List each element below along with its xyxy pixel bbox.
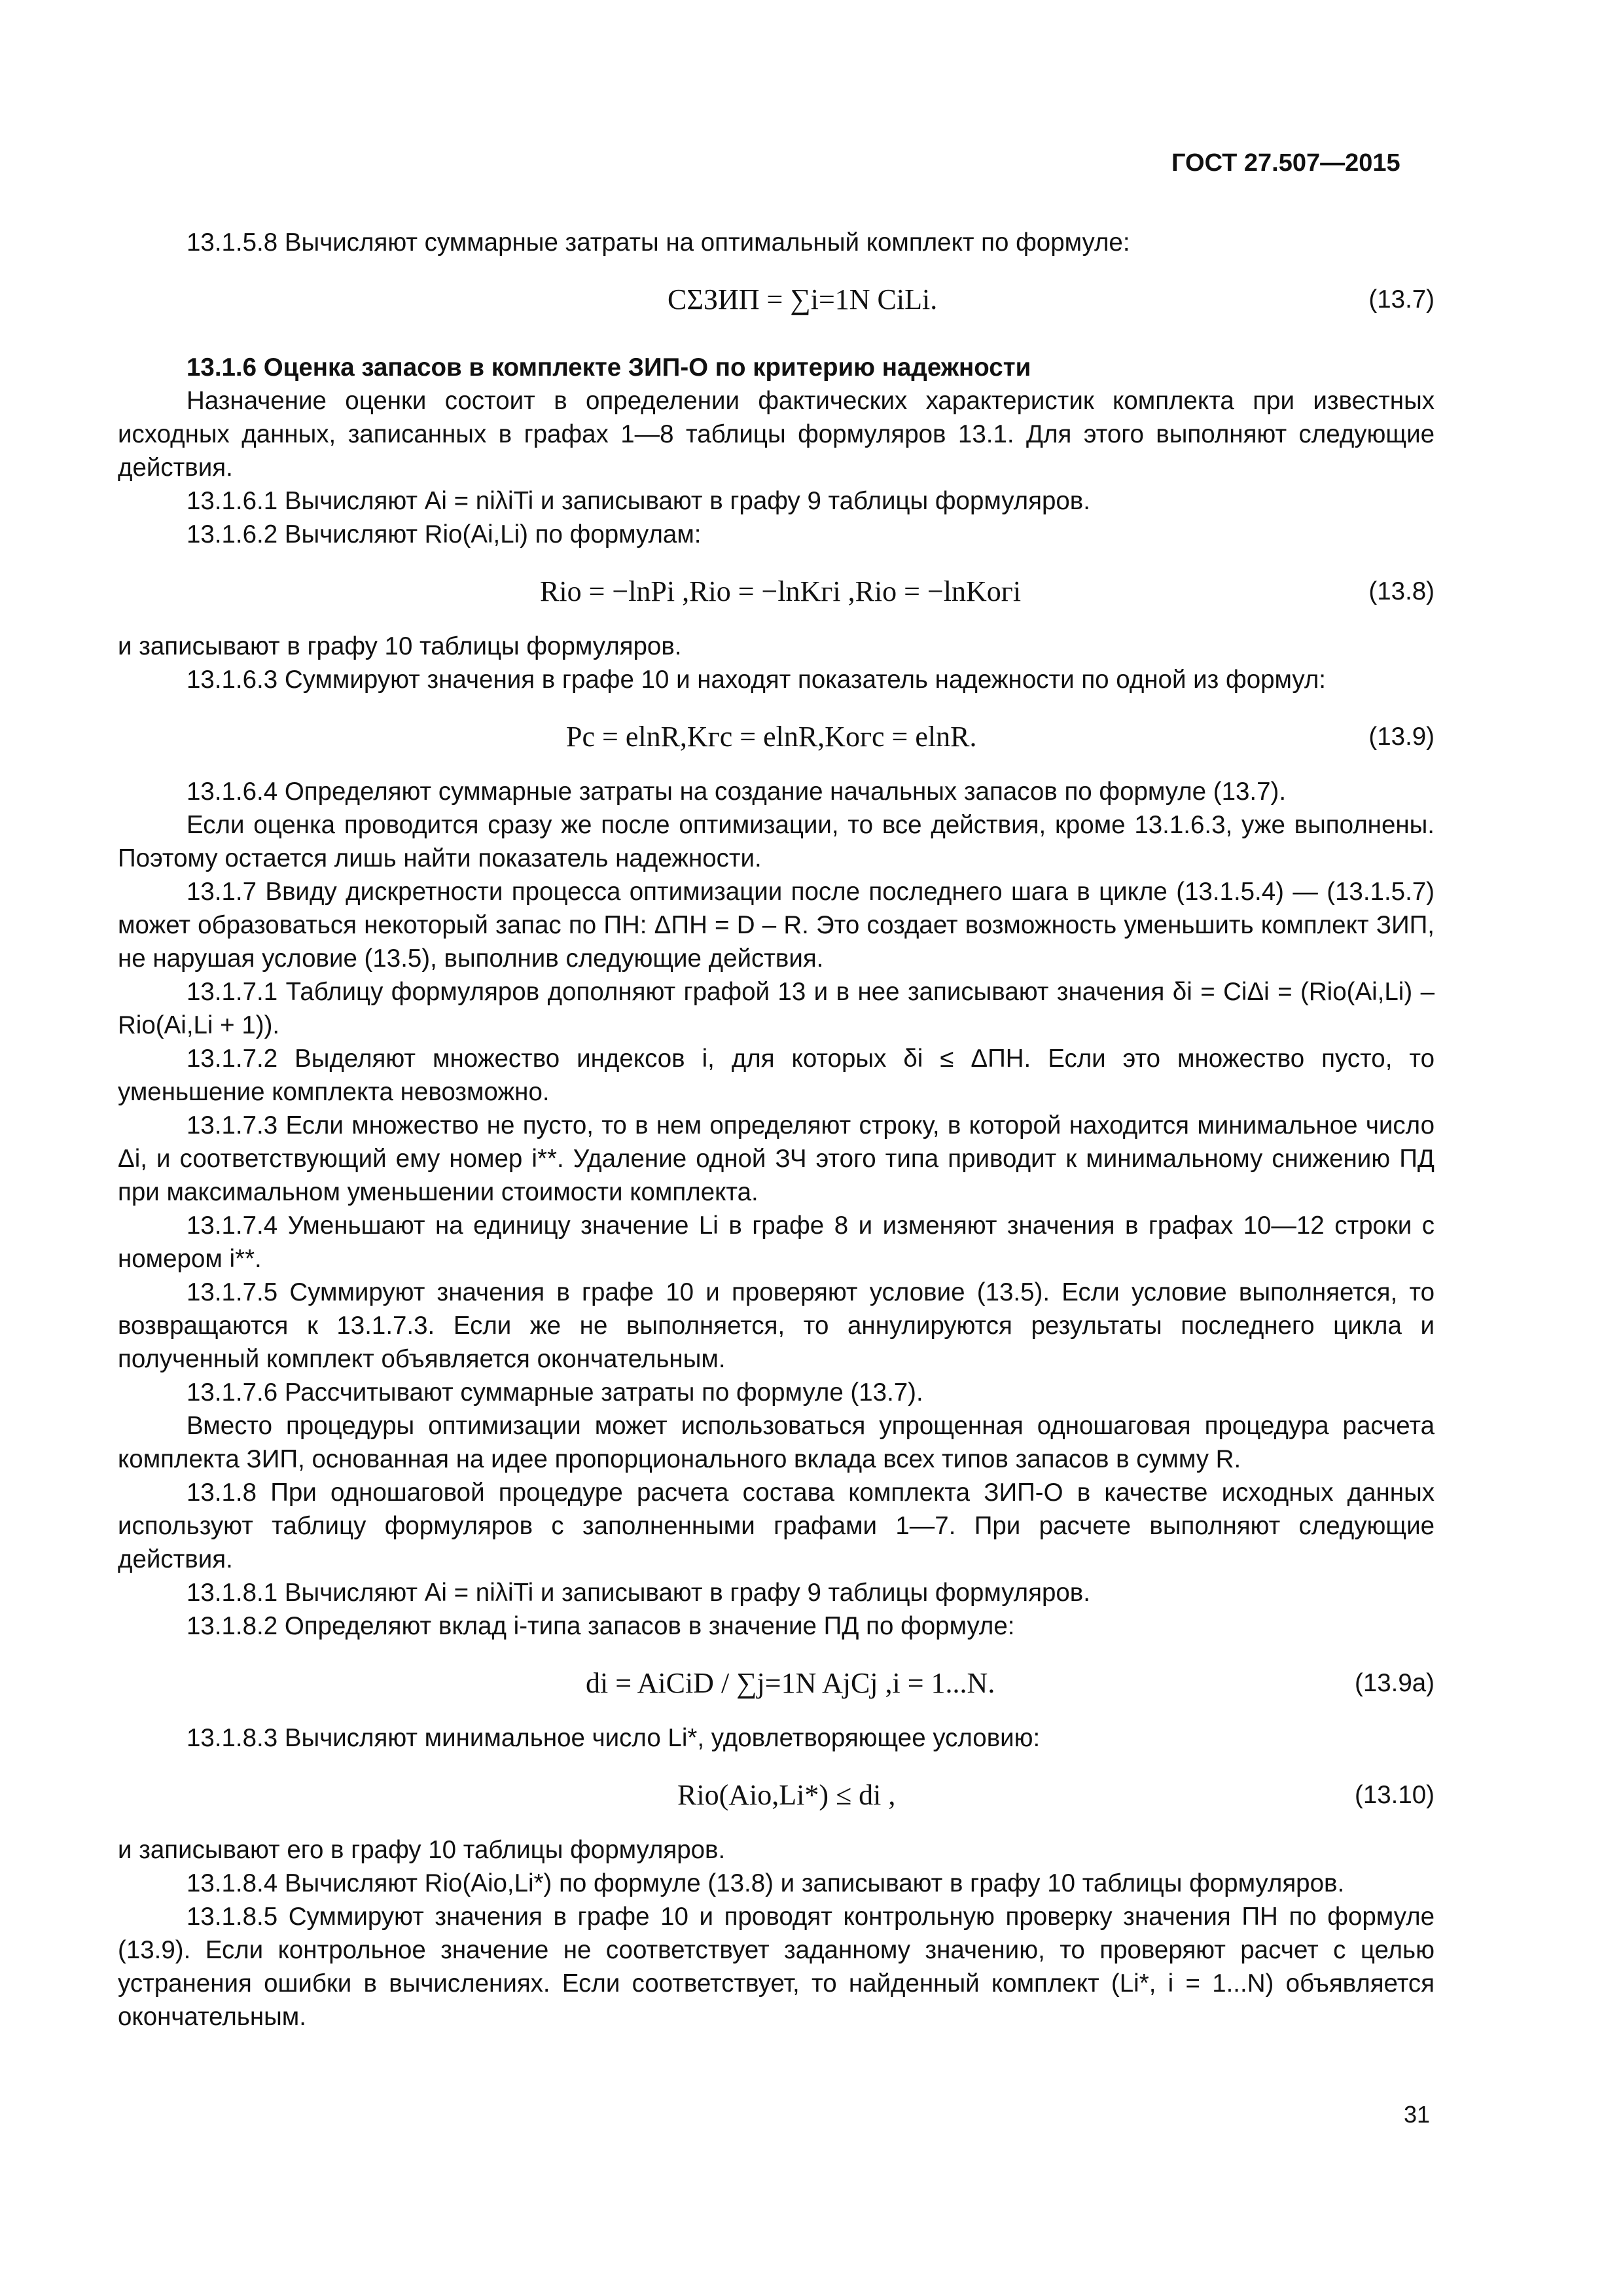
- paragraph-13-1-8-1: 13.1.8.1 Вычисляют Ai = niλiTi и записывают в графу 9 таблицы формуляров.: [187, 1579, 1090, 1607]
- paragraph-13-1-7-2: 13.1.7.2 Выделяют множество индексов i, для которых δi ≤ ΔПН. Если это множество пусто, то уменьшение комплекта невозможно.: [118, 1045, 1435, 1106]
- formula-number: (13.8): [1368, 577, 1435, 605]
- paragraph-13-1-7-6: 13.1.7.6 Рассчитывают суммарные затраты по формуле (13.7).: [187, 1378, 923, 1407]
- formula-expression: di = AiCiD / ∑j=1N AjCj ,i = 1...N.: [586, 1667, 995, 1699]
- paragraph-13-1-6-1: 13.1.6.1 Вычисляют Ai = niλiTi и записывают в графу 9 таблицы формуляров.: [187, 487, 1090, 515]
- document-header: ГОСТ 27.507—2015: [1171, 149, 1400, 177]
- paragraph-13-1-7-4: 13.1.7.4 Уменьшают на единицу значение Li в графе 8 и изменяют значения в графах 10—12 строки с номером i**.: [118, 1211, 1435, 1273]
- formula-13-9: [118, 696, 1435, 775]
- section-heading-13-1-6: 13.1.6 Оценка запасов в комплекте ЗИП-О по критерию надежности: [187, 353, 1031, 382]
- formula-expression: CΣЗИП = ∑i=1N CiLi.: [668, 283, 938, 315]
- formula-13-9a: [118, 1643, 1435, 1721]
- paragraph-13-1-8-2: 13.1.8.2 Определяют вклад i-типа запасов в значение ПД по формуле:: [187, 1612, 1015, 1640]
- formula-number: (13.10): [1355, 1781, 1435, 1809]
- page-number: 31: [1404, 2101, 1431, 2128]
- paragraph-13-1-8: 13.1.8 При одношаговой процедуре расчета состава комплекта ЗИП-О в качестве исходных данных используют таблицу формуляров с заполненными графами 1—7. При расчете выполняют следующие действия.: [118, 1479, 1435, 1573]
- paragraph-13-1-6-3: 13.1.6.3 Суммируют значения в графе 10 и находят показатель надежности по одной из формул:: [187, 666, 1326, 694]
- paragraph-one-step-procedure: Вместо процедуры оптимизации может использоваться упрощенная одношаговая процедура расчета комплекта ЗИП, основанная на идее пропорционального вклада всех типов запасов в сумму R.: [118, 1412, 1435, 1473]
- paragraph-13-1-7-5: 13.1.7.5 Суммируют значения в графе 10 и проверяют условие (13.5). Если условие выполняется, то возвращаются к 13.1.7.3. Если же не выполняется, то аннулируются результаты последнего цикла и полученный комплект объявляется окончательным.: [118, 1278, 1435, 1373]
- formula-13-8: [118, 551, 1435, 630]
- paragraph-13-1-7-3: 13.1.7.3 Если множество не пусто, то в нем определяют строку, в которой находится минимальное число Δi, и соответствующий ему номер i**. Удаление одной ЗЧ этого типа приводит к минимальному снижению ПД при максимальном уменьшении стоимости комплекта.: [118, 1111, 1435, 1206]
- formula-number: (13.7): [1368, 285, 1435, 314]
- paragraph-13-1-6-4: 13.1.6.4 Определяют суммарные затраты на создание начальных запасов по формуле (13.7).: [187, 778, 1287, 806]
- formula-expression: Rio = −lnPi ,Rio = −lnKгi ,Rio = −lnKогi: [540, 575, 1022, 607]
- paragraph-13-1-8-3: 13.1.8.3 Вычисляют минимальное число Li*, удовлетворяющее условию:: [187, 1724, 1041, 1752]
- paragraph-13-1-5-8: 13.1.5.8 Вычисляют суммарные затраты на оптимальный комплект по формуле:: [187, 228, 1130, 257]
- paragraph-13-1-6-2: 13.1.6.2 Вычисляют Rio(Ai,Li) по формулам:: [187, 520, 702, 548]
- paragraph-13-1-8-4: 13.1.8.4 Вычисляют Rio(Aio,Li*) по формуле (13.8) и записывают в графу 10 таблицы формуляров.: [187, 1869, 1345, 1897]
- paragraph-record-10: и записывают в графу 10 таблицы формуляров.: [118, 632, 682, 660]
- paragraph-13-1-8-5: 13.1.8.5 Суммируют значения в графе 10 и проводят контрольную проверку значения ПН по формуле (13.9). Если контрольное значение не соответствует заданному значению, то проверяют расчет с целью устранения ошибки в вычислениях. Если соответствует, то найденный комплект (Li*, i = 1...N) объявляется окончательным.: [118, 1903, 1435, 2031]
- formula-13-10: [118, 1755, 1435, 1833]
- formula-expression: Rio(Aio,Li*) ≤ di ,: [677, 1779, 896, 1811]
- formula-number: (13.9а): [1355, 1669, 1435, 1697]
- page-content: [118, 226, 1435, 2034]
- paragraph-13-1-7: 13.1.7 Ввиду дискретности процесса оптимизации после последнего шага в цикле (13.1.5.4) — (13.1.5.7) может образоваться некоторый запас по ПН: ΔПН = D – R. Это создает возможность уменьшить комплект ЗИП, не нарушая условие (13.5), выполнив следующие действия.: [118, 878, 1435, 973]
- paragraph-record-10b: и записывают его в графу 10 таблицы формуляров.: [118, 1836, 726, 1864]
- formula-expression: Pс = elnR,Kгс = elnR,Kогс = elnR.: [566, 721, 977, 753]
- paragraph-after-optimization: Если оценка проводится сразу же после оптимизации, то все действия, кроме 13.1.6.3, уже выполнены. Поэтому остается лишь найти показатель надежности.: [118, 811, 1435, 872]
- formula-number: (13.9): [1368, 723, 1435, 751]
- paragraph-13-1-7-1: 13.1.7.1 Таблицу формуляров дополняют графой 13 и в нее записывают значения δi = CiΔi = (Rio(Ai,Li) – Rio(Ai,Li + 1)).: [118, 978, 1435, 1039]
- paragraph-purpose: Назначение оценки состоит в определении фактических характеристик комплекта при известных исходных данных, записанных в графах 1—8 таблицы формуляров 13.1. Для этого выполняют следующие действия.: [118, 387, 1435, 482]
- formula-13-7: [118, 259, 1435, 338]
